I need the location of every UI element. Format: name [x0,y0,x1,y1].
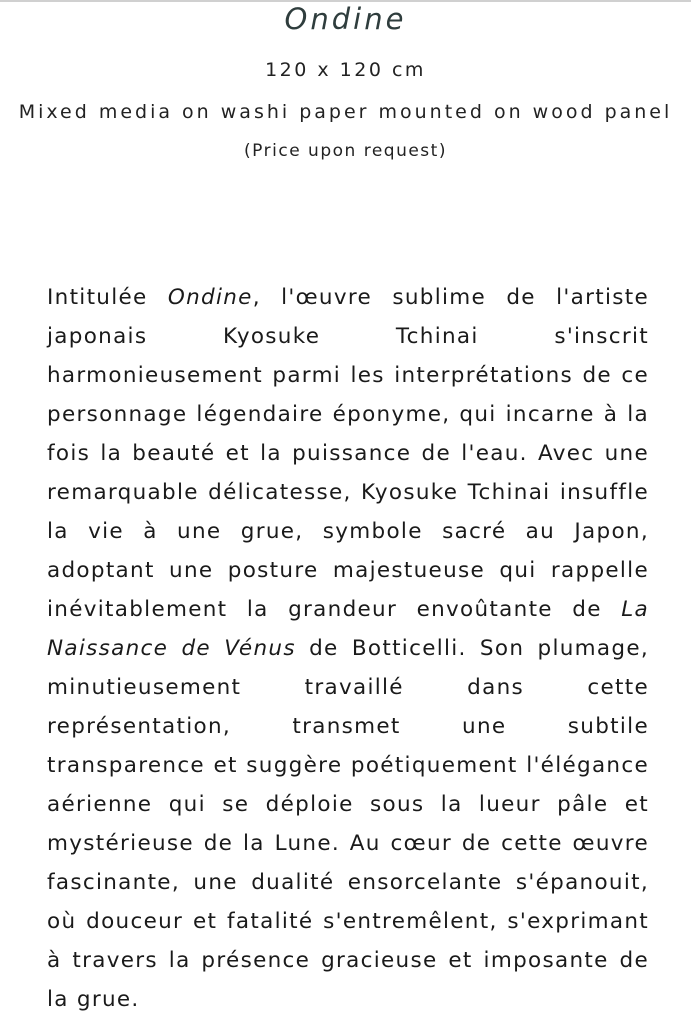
description-intro: Intitulée [47,285,168,310]
description-painting-ref: La Naissance de Vénus [47,597,649,661]
artwork-header [0,0,691,162]
description-part-2: de Botticelli. Son plumage, minutieusement travaillé dans cette représentation, transmet une subtile transparence et suggère poétiquement l'élégance aérienne qui se déploie sous la lueur pâle et mystérieuse de la Lune. Au cœur de cette œuvre fascinante, une dualité ensorcelante s'épanouit, où douceur et fatalité s'entremêlent, s'exprimant à travers la présence gracieuse et imposante de la grue. [47,636,650,1012]
description-title-ref: Ondine [167,285,253,310]
artwork-dimensions: 120 x 120 cm [265,59,426,81]
description-part-1: , l'œuvre sublime de l'artiste japonais Kyosuke Tchinai s'inscrit harmonieusement parmi les interprétations de ce personnage légendaire éponyme, qui incarne à la fois la beauté et la puissance de l'eau. Avec une remarquable délicatesse, Kyosuke Tchinai insuffle la vie à une grue, symbole sacré au Japon, adoptant une posture majestueuse qui rappelle inévitablement la grandeur envoûtante de [47,285,649,622]
artwork-medium: Mixed media on washi paper mounted on wood panel [18,101,673,123]
artwork-title: Ondine [284,2,407,36]
artwork-description [47,278,649,1019]
price-note: (Price upon request) [244,141,447,161]
